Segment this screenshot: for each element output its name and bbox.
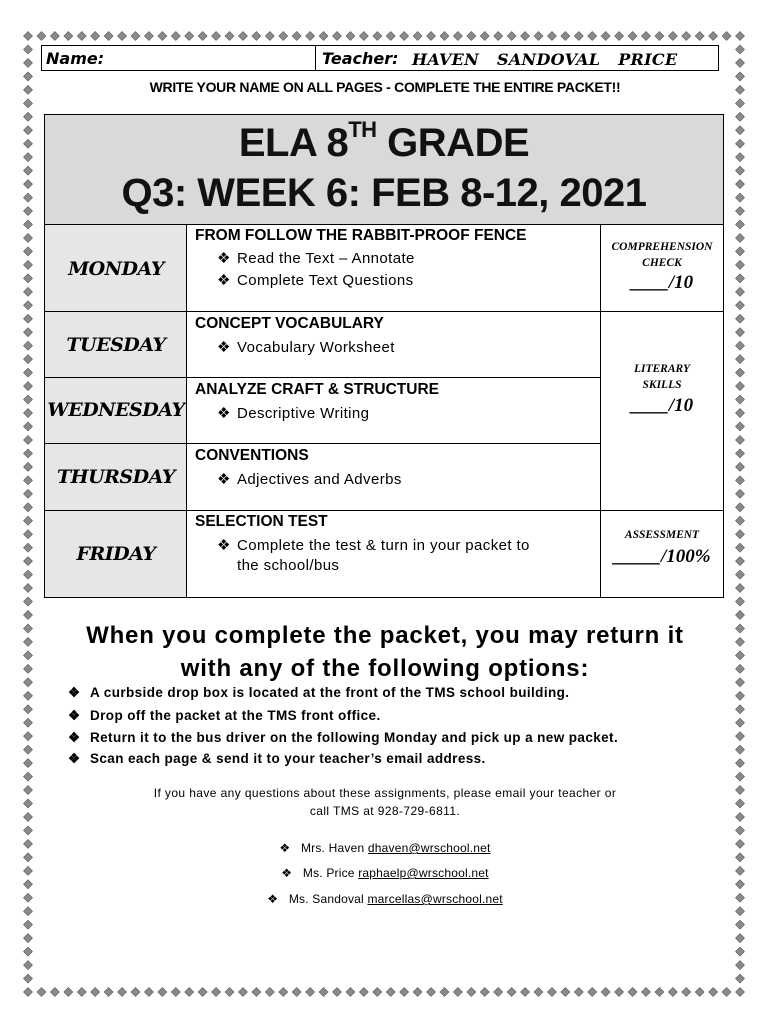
return-option-text: Drop off the packet at the TMS front office.	[90, 708, 381, 723]
contact-item	[0, 841, 770, 855]
bullet-icon: ❖	[217, 537, 231, 554]
instruction-text: WRITE YOUR NAME ON ALL PAGES - COMPLETE THE ENTIRE PACKET!!	[149, 79, 621, 95]
score-blank[interactable]: ____/10	[630, 272, 694, 293]
return-option	[68, 730, 618, 746]
bullet-icon: ❖	[279, 841, 291, 855]
contact-item	[0, 866, 770, 880]
return-option	[68, 685, 569, 701]
bullet-icon: ❖	[267, 892, 279, 906]
name-label: Name:	[46, 49, 105, 68]
title-grade	[45, 117, 723, 166]
name-field[interactable]	[41, 45, 316, 71]
return-option-text: Scan each page & send it to your teacher’s email address.	[90, 751, 486, 766]
task-item	[217, 338, 395, 356]
contact-item	[0, 892, 770, 906]
score-label-line: SKILLS	[642, 379, 682, 391]
task-item-text: Complete the test & turn in your packet to	[237, 537, 530, 554]
score-label-line: CHECK	[642, 257, 682, 269]
task-item-text: Vocabulary Worksheet	[237, 339, 395, 356]
row-divider	[45, 311, 601, 312]
bullet-icon: ❖	[68, 751, 81, 766]
task-item	[217, 404, 369, 422]
task-heading: CONCEPT VOCABULARY	[195, 315, 384, 332]
day-friday: FRIDAY	[76, 543, 156, 565]
score-blank[interactable]: ____/10	[630, 395, 694, 416]
return-title-line2: with any of the following options:	[180, 655, 590, 682]
row-divider	[45, 443, 601, 444]
bullet-icon: ❖	[281, 866, 293, 880]
score-label-line: LITERARY	[633, 363, 691, 375]
score-label	[601, 361, 723, 393]
contact-email-link[interactable]: marcellas@wrschool.net	[367, 892, 503, 906]
day-monday: MONDAY	[68, 258, 164, 280]
questions-note: If you have any questions about these assignments, please email your teacher or	[153, 786, 617, 800]
day-thursday: THURSDAY	[56, 466, 175, 488]
task-item	[217, 271, 414, 289]
task-item-text: Read the Text – Annotate	[237, 250, 415, 267]
bullet-icon: ❖	[217, 405, 231, 422]
bullet-icon: ❖	[68, 685, 81, 700]
task-item-text: Descriptive Writing	[237, 405, 370, 422]
score-label: ASSESSMENT	[624, 529, 700, 541]
contact-name: Mrs. Haven	[300, 841, 365, 855]
bullet-icon: ❖	[68, 708, 81, 723]
title-grade-text: ELA 8	[238, 121, 349, 165]
title-grade-post: GRADE	[376, 121, 530, 165]
teacher-names: HAVEN SANDOVAL PRICE	[412, 50, 678, 69]
title-grade-sup: TH	[348, 117, 377, 142]
teacher-field	[316, 45, 719, 71]
row-divider	[45, 377, 601, 378]
bullet-icon: ❖	[217, 250, 231, 267]
row-divider	[601, 510, 723, 511]
return-option	[68, 751, 486, 767]
task-item	[217, 470, 402, 488]
bullet-icon: ❖	[68, 730, 81, 745]
bullet-icon: ❖	[217, 471, 231, 488]
contact-name: Ms. Sandoval	[288, 892, 364, 906]
task-item-text: Complete Text Questions	[237, 272, 414, 289]
contact-name: Ms. Price	[302, 866, 355, 880]
day-tuesday: TUESDAY	[66, 334, 166, 356]
return-option	[68, 708, 381, 724]
score-label	[601, 239, 723, 271]
task-item-text: Adjectives and Adverbs	[237, 471, 402, 488]
task-heading: FROM FOLLOW THE RABBIT-PROOF FENCE	[195, 227, 527, 244]
task-item-continued: the school/bus	[237, 557, 340, 574]
task-heading: ANALYZE CRAFT & STRUCTURE	[195, 381, 439, 398]
day-wednesday: WEDNESDAY	[47, 399, 185, 421]
title-band	[45, 115, 723, 225]
score-blank[interactable]: _____/100%	[613, 546, 711, 567]
task-item	[217, 536, 530, 554]
title-week: Q3: WEEK 6: FEB 8-12, 2021	[121, 171, 647, 215]
contact-email-link[interactable]: dhaven@wrschool.net	[367, 841, 491, 855]
task-heading: CONVENTIONS	[195, 447, 309, 464]
task-item	[217, 249, 415, 267]
schedule-table	[44, 114, 724, 598]
return-title-line1: When you complete the packet, you may return it	[86, 622, 684, 649]
bullet-icon: ❖	[217, 339, 231, 356]
questions-note-phone: call TMS at 928-729-6811.	[309, 804, 461, 818]
teacher-label: Teacher:	[322, 49, 399, 68]
return-option-text: A curbside drop box is located at the front of the TMS school building.	[90, 685, 570, 700]
score-label-line: COMPREHENSION	[611, 241, 713, 253]
bullet-icon: ❖	[217, 272, 231, 289]
contact-email-link[interactable]: raphaelp@wrschool.net	[358, 866, 489, 880]
row-divider	[601, 311, 723, 312]
task-heading: SELECTION TEST	[195, 513, 328, 530]
row-divider	[45, 510, 601, 511]
return-option-text: Return it to the bus driver on the following Monday and pick up a new packet.	[90, 730, 619, 745]
